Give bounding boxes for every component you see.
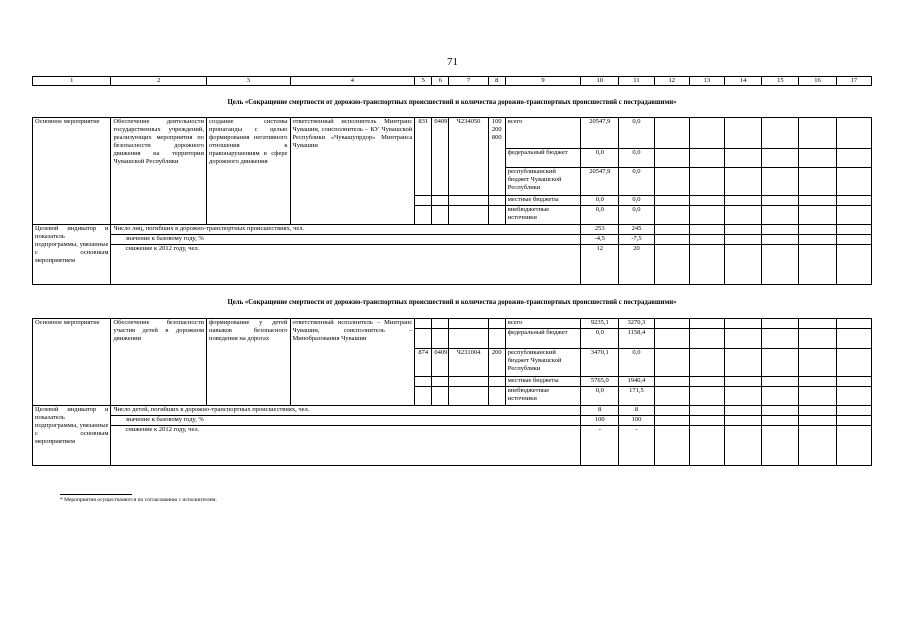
- grbs-code: 831: [415, 118, 432, 196]
- executor: ответственный исполнитель Минтранс Чувашии, соисполнитель – КУ Чувашской Республики «Чувашупрдор» Минтранса Чувашии: [290, 118, 415, 225]
- value-2017: 1158,4: [619, 329, 654, 349]
- measure-goal: формирование у детей навыков безопасного поведения на дорогах: [207, 319, 290, 406]
- value-2016: 0,0: [581, 206, 619, 225]
- section-code: 0409: [432, 118, 449, 196]
- funding-source: всего: [505, 118, 580, 149]
- value-2016: 0,0: [581, 196, 619, 206]
- indicator-2016: 8: [581, 406, 619, 416]
- value-2017: 0,0: [619, 206, 654, 225]
- value-2017: 0,0: [619, 196, 654, 206]
- goal-title: Цель «Сокращение смертности от дорожно-транспортных происшествий и количества дорожно-транспортных происшествий с пострадавшими»: [227, 99, 677, 106]
- value-2017: 3270,3: [619, 319, 654, 329]
- funding-source: республиканский бюджет Чувашской Республики: [505, 349, 580, 377]
- measure-type: Основное мероприятие: [33, 319, 111, 406]
- col-header: 10: [581, 77, 619, 86]
- funding-source: местные бюджеты: [505, 196, 580, 206]
- indicator-name: значение к базовому году, %: [111, 416, 581, 426]
- col-header: 7: [449, 77, 488, 86]
- measure-name: Обеспечение деятельности государственных учреждений, реализующих мероприятия по безопасности дорожного движения на территории Чувашской Республики: [111, 118, 207, 225]
- funding-source: федеральный бюджет: [505, 329, 580, 349]
- indicator-name: Число детей, погибших в дорожно-транспортных происшествиях, чел.: [111, 406, 581, 416]
- indicator-2016: 253: [581, 225, 619, 235]
- indicator-2017: 20: [619, 245, 654, 285]
- measure-type: Основное мероприятие: [33, 118, 111, 225]
- value-2016: 5765,0: [581, 377, 619, 387]
- grbs-code: 874: [415, 349, 432, 377]
- indicator-label: Целевой индикатор и показатель подпрограммы, увязанные с основным мероприятием: [33, 406, 111, 466]
- funding-source: всего: [505, 319, 580, 329]
- target-article-code: Ч234050: [449, 118, 488, 196]
- value-2017: 1940,4: [619, 377, 654, 387]
- value-2017: 0,0: [619, 149, 654, 168]
- value-2017: 0,0: [619, 118, 654, 149]
- col-header: 6: [432, 77, 449, 86]
- value-2016: 3470,1: [581, 349, 619, 377]
- expense-type-code: 100 200 800: [488, 118, 505, 196]
- indicator-name: Число лиц, погибших в дорожно-транспортных происшествиях, чел.: [111, 225, 581, 235]
- col-header: 13: [689, 77, 724, 86]
- value-2017: 171,5: [619, 387, 654, 406]
- footnote-divider: [60, 494, 132, 495]
- indicator-2017: 245: [619, 225, 654, 235]
- indicator-2016: 100: [581, 416, 619, 426]
- indicator-name: значение к базовому году, %: [111, 235, 581, 245]
- footnote: * Мероприятия осуществляются по согласованию с исполнителем.: [60, 497, 217, 503]
- funding-source: внебюджетные источники: [505, 206, 580, 225]
- col-header: 8: [488, 77, 505, 86]
- value-2016: 9235,1: [581, 319, 619, 329]
- col-header: 15: [762, 77, 799, 86]
- measure-name: Обеспечение безопасности участия детей в дорожном движении: [111, 319, 207, 406]
- indicator-name: снижение к 2012 году, чел.: [111, 245, 581, 285]
- col-header: 11: [619, 77, 654, 86]
- col-header: 14: [725, 77, 762, 86]
- col-header: 4: [290, 77, 415, 86]
- value-2017: 0,0: [619, 168, 654, 196]
- indicator-2016: -: [581, 426, 619, 466]
- col-header: 2: [111, 77, 207, 86]
- target-article-code: Ч231004: [449, 349, 488, 377]
- column-number-header: [32, 76, 872, 86]
- value-2016: 0,0: [581, 149, 619, 168]
- indicator-2017: 8: [619, 406, 654, 416]
- funding-source: федеральный бюджет: [505, 149, 580, 168]
- measure-goal: создание системы пропаганды с целью формирования негативного отношения к правонарушениям в сфере дорожного движения: [207, 118, 290, 225]
- value-2017: 0,0: [619, 349, 654, 377]
- funding-source: местные бюджеты: [505, 377, 580, 387]
- section-code: 0409: [432, 349, 449, 377]
- value-2016: 0,0: [581, 387, 619, 406]
- indicator-2016: 12: [581, 245, 619, 285]
- col-header: 5: [415, 77, 432, 86]
- executor: ответственный исполнитель – Минтранс Чувашии, соисполнитель – Минобразования Чувашии: [290, 319, 415, 406]
- col-header: 16: [799, 77, 836, 86]
- indicator-2017: -: [619, 426, 654, 466]
- col-header: 1: [33, 77, 111, 86]
- funding-source: внебюджетные источники: [505, 387, 580, 406]
- expense-type-code: 200: [488, 349, 505, 377]
- page-number: 71: [447, 56, 458, 68]
- col-header: 17: [836, 77, 871, 86]
- value-2016: 20547,9: [581, 118, 619, 149]
- funding-source: республиканский бюджет Чувашской Республики: [505, 168, 580, 196]
- value-2016: 0,0: [581, 329, 619, 349]
- col-header: 3: [207, 77, 290, 86]
- indicator-2017: -7,5: [619, 235, 654, 245]
- goal-title: Цель «Сокращение смертности от дорожно-транспортных происшествий и количества дорожно-транспортных происшествий с пострадавшими»: [227, 299, 677, 306]
- indicator-label: Целевой индикатор и показатель подпрограммы, увязанные с основным мероприятием: [33, 225, 111, 285]
- indicator-2017: 100: [619, 416, 654, 426]
- value-2016: 20547,9: [581, 168, 619, 196]
- measure-table-1: [32, 117, 872, 285]
- indicator-2016: -4,5: [581, 235, 619, 245]
- col-header: 12: [654, 77, 689, 86]
- col-header: 9: [505, 77, 580, 86]
- indicator-name: снижение к 2012 году, чел.: [111, 426, 581, 466]
- measure-table-2: [32, 318, 872, 466]
